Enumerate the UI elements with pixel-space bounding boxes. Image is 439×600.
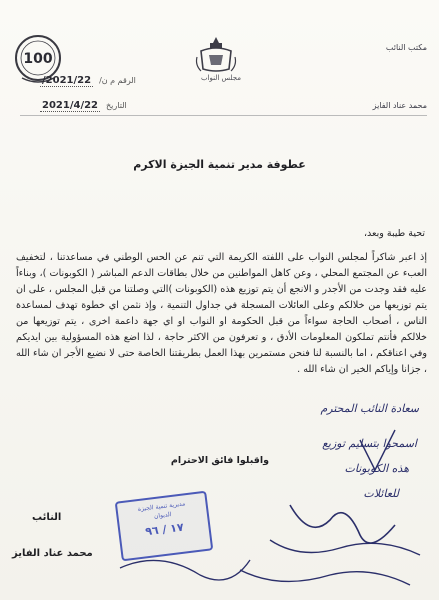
addressee: عطوفة مدير تنمية الجيزة الاكرم bbox=[133, 158, 306, 171]
ref-value: 2021/22/ bbox=[42, 75, 92, 86]
closing-line: واقبلوا فائق الاحترام bbox=[170, 455, 269, 466]
ref-label: الرقم م ن/ bbox=[99, 76, 136, 85]
stamp-line1: مديرية تنمية الجيزة bbox=[137, 500, 186, 514]
crest-caption: مجلس النواب bbox=[200, 74, 242, 82]
greeting: تحية طيبة وبعد، bbox=[363, 228, 425, 239]
reference-row bbox=[40, 75, 136, 87]
signature-name: محمد عناد الفايز bbox=[12, 548, 93, 559]
date-label: التاريخ bbox=[106, 101, 127, 110]
handwritten-note-line2: اسمحوا بتسليم توزيع bbox=[322, 437, 417, 450]
logo-text: 100 bbox=[23, 51, 53, 67]
office-label: مكتب النائب bbox=[385, 43, 427, 52]
handwritten-note-line3: هذه الكوبونات bbox=[344, 462, 409, 475]
date-value: 2021/4/22 bbox=[42, 100, 99, 111]
header-divider bbox=[20, 115, 427, 116]
jordan-crest-icon bbox=[193, 35, 239, 75]
handwritten-note-line4: للعائلات bbox=[363, 487, 399, 500]
handwritten-note-line1: سعادة النائب المحترم bbox=[320, 402, 419, 415]
stamp-line2: الديوان bbox=[153, 511, 172, 521]
date-row bbox=[40, 100, 127, 112]
received-stamp bbox=[115, 491, 214, 562]
stamp-number: ١٧ / ٩٦ bbox=[144, 520, 185, 539]
letter-body: إذ اعبر شاكراً لمجلس النواب على اللفته الكريمة التي تنم عن الحس الوطني في مساعدتنا ، لتخفيف العبء عن المجتمع المحلي ، وعن كاهل المواطنين من خلال بطاقات الدعم المباشر ( الكوبونات )، وبناءاً عليه فقد وجدت من الأجدر و الانجع أن يتم توزيع هذه (الكوبونات )التي وصلتنا من قبل المجلس ، على ان يتم توزيعها من خلالكم وعلى العائلات المسجلة في جداول التنمية ، وإذ نثمن اي خطوة تهدف لمساعدة الناس ، أصحاب الحاجة سواءاً من قبل الحكومة او النواب او اي جهة داعمة اخرى ، يتم توزيعها من خلالكم فأنتم تملكون المعلومات الأدق ، و تعرفون من الاكثر حاجة ، لذا اضع هذه المسؤولية بين ايديكم وفي اعناقكم ، اما بالنسبة لنا فنحن مستمرين بهذا العمل بطريقتنا الخاصة حتى لا نضيع الأجر ان شاء الله ، جزانا وإياكم الخير ان شاء الله . bbox=[16, 252, 427, 375]
signature-title: النائب bbox=[32, 512, 62, 523]
office-name: محمد عناد الفايز bbox=[372, 101, 427, 110]
